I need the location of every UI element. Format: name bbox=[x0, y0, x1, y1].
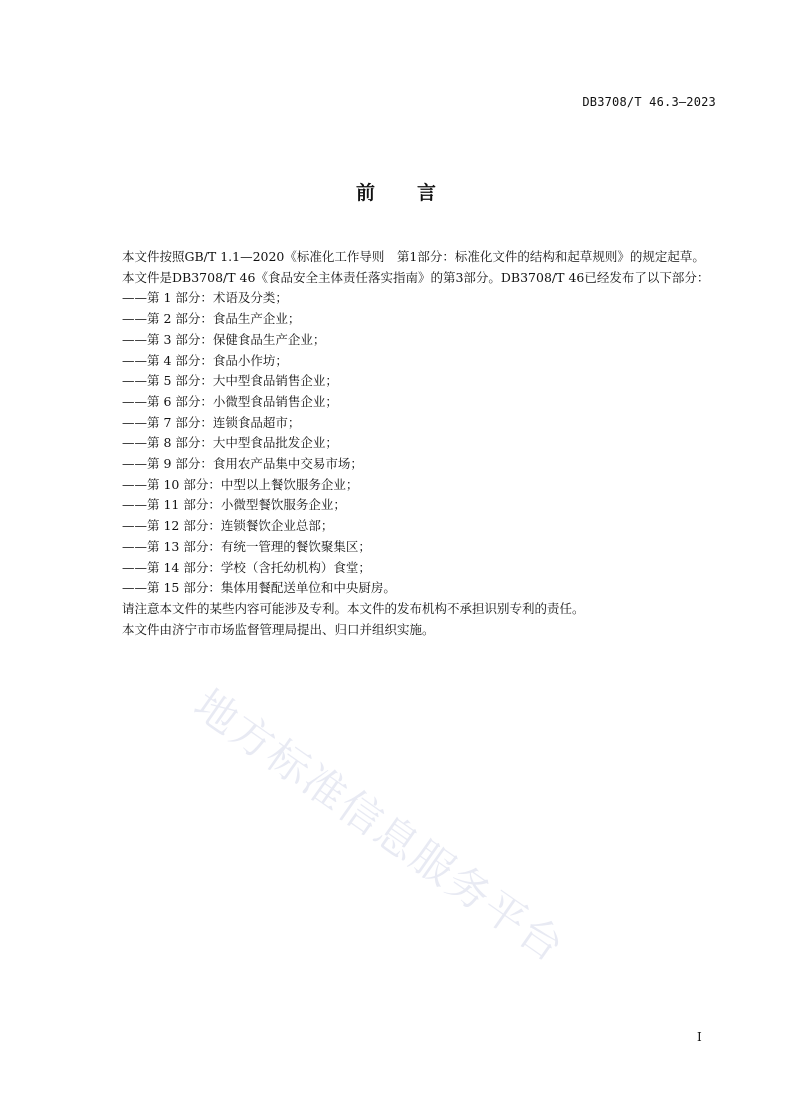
part-item: ——第 14 部分：学校（含托幼机构）食堂； bbox=[122, 559, 371, 575]
page-title: 前言 bbox=[355, 182, 478, 204]
part-item: ——第 3 部分：保健食品生产企业； bbox=[122, 331, 326, 347]
paragraph-patent-notice: 请注意本文件的某些内容可能涉及专利。本文件的发布机构不承担识别专利的责任。 bbox=[122, 600, 585, 616]
part-item: ——第 1 部分：术语及分类； bbox=[122, 290, 288, 306]
parts-list bbox=[96, 288, 718, 599]
part-item: ——第 6 部分：小微型食品销售企业； bbox=[122, 393, 338, 409]
part-item: ——第 12 部分：连锁餐饮企业总部； bbox=[122, 518, 334, 534]
watermark-text: 地方标准信息服务平台 bbox=[185, 679, 574, 973]
part-item: ——第 13 部分：有统一管理的餐饮聚集区； bbox=[122, 538, 371, 554]
part-item: ——第 8 部分：大中型食品批发企业； bbox=[122, 435, 338, 451]
part-item: ——第 11 部分：小微型餐饮服务企业； bbox=[122, 497, 346, 513]
part-item: ——第 10 部分：中型以上餐饮服务企业； bbox=[122, 476, 359, 492]
foreword-body bbox=[96, 247, 718, 640]
part-item: ——第 2 部分：食品生产企业； bbox=[122, 311, 301, 327]
document-code: DB3708/T 46.3—2023 bbox=[582, 95, 716, 109]
part-item: ——第 9 部分：食用农产品集中交易市场； bbox=[122, 456, 363, 472]
paragraph-series-intro: 本文件是DB3708/T 46《食品安全主体责任落实指南》的第3部分。DB3708/T 46已经发布了以下部分： bbox=[122, 269, 710, 285]
page-number: I bbox=[697, 1030, 702, 1044]
part-item: ——第 15 部分：集体用餐配送单位和中央厨房。 bbox=[122, 580, 396, 596]
paragraph-drafting-basis: 本文件按照GB/T 1.1—2020《标准化工作导则 第1部分：标准化文件的结构和起草规则》的规定起草。 bbox=[122, 249, 705, 264]
part-item: ——第 4 部分：食品小作坊； bbox=[122, 352, 288, 368]
paragraph-proposer: 本文件由济宁市市场监督管理局提出、归口并组织实施。 bbox=[122, 621, 435, 637]
part-item: ——第 5 部分：大中型食品销售企业； bbox=[122, 373, 338, 389]
part-item: ——第 7 部分：连锁食品超市； bbox=[122, 414, 301, 430]
